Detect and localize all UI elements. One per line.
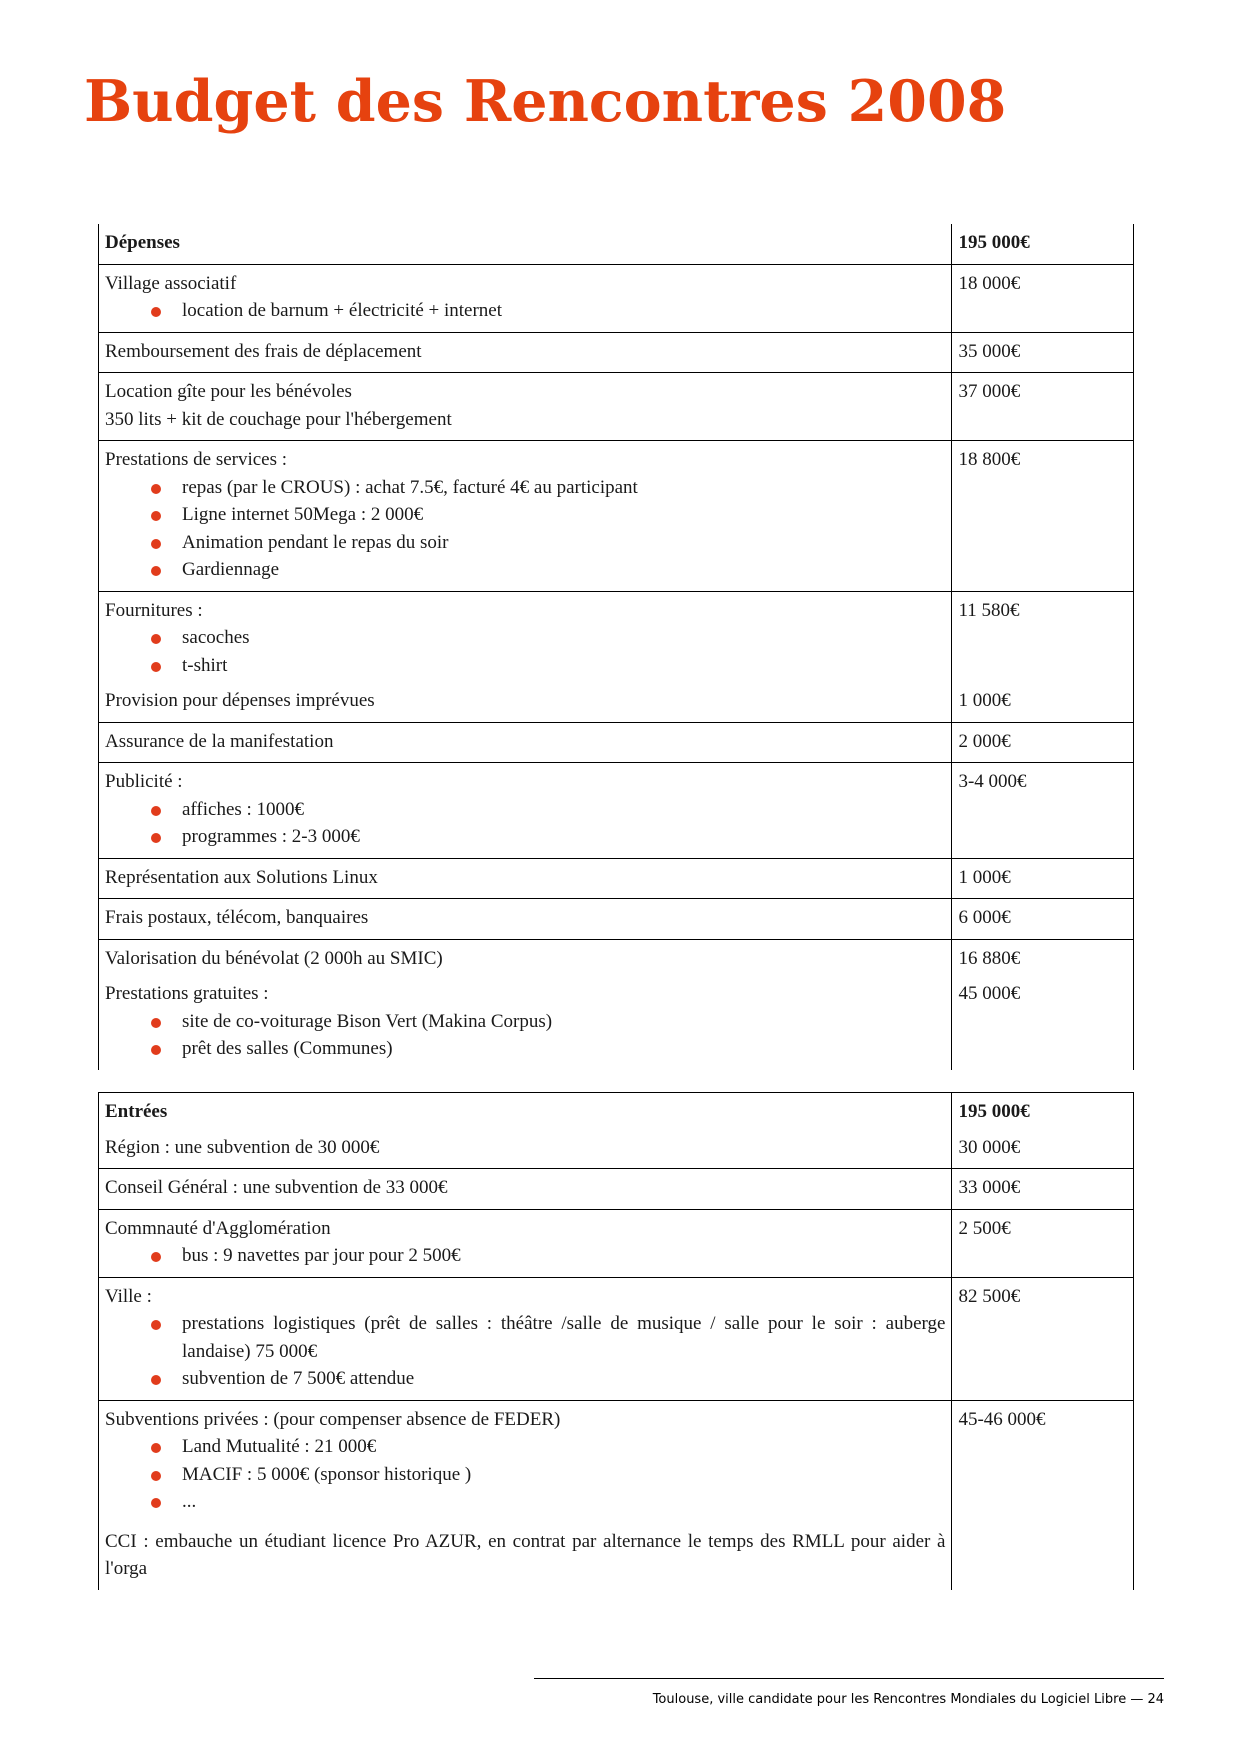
list-item: affiches : 1000€ <box>105 796 945 824</box>
row-amount: 16 880€ <box>952 939 1134 972</box>
list-item: ... <box>105 1488 945 1516</box>
row-label: Conseil Général : une subvention de 33 000€ <box>99 1169 952 1210</box>
table-row <box>99 332 1134 373</box>
row-label: Valorisation du bénévolat (2 000h au SMIC) <box>99 939 952 972</box>
cci-note: CCI : embauche un étudiant licence Pro AZUR, en contrat par alternance le temps des RMLL pour aider à l'orga <box>105 1530 946 1579</box>
list-item: t-shirt <box>105 652 945 680</box>
list-item: Animation pendant le repas du soir <box>105 529 945 557</box>
row-label: Location gîte pour les bénévoles <box>105 381 352 402</box>
page-title: Budget des Rencontres 2008 <box>84 68 1007 135</box>
table-row <box>99 763 1134 859</box>
table-row <box>99 1169 1134 1210</box>
table-row <box>99 1126 1134 1169</box>
row-label: Ville : <box>105 1285 152 1307</box>
row-label: Provision pour dépenses imprévues <box>99 679 952 722</box>
row-amount: 45 000€ <box>952 972 1134 1070</box>
page-footer: Toulouse, ville candidate pour les Rencontres Mondiales du Logiciel Libre — 24 <box>652 1692 1164 1707</box>
table-row <box>99 679 1134 722</box>
footer-rule <box>534 1678 1164 1679</box>
row-amount: 82 500€ <box>952 1277 1134 1400</box>
row-amount: 18 800€ <box>952 441 1134 592</box>
row-amount: 37 000€ <box>952 373 1134 441</box>
row-label: Subventions privées : (pour compenser absence de FEDER) <box>105 1408 561 1430</box>
row-amount: 35 000€ <box>952 332 1134 373</box>
list-item: bus : 9 navettes par jour pour 2 500€ <box>105 1242 945 1270</box>
list-item: prestations logistiques (prêt de salles : théâtre /salle de musique / salle pour le soir : auberge landaise) 75 000€ <box>105 1310 945 1365</box>
table-row <box>99 224 1134 264</box>
row-label: Prestations gratuites : <box>105 983 269 1004</box>
table-row <box>99 939 1134 972</box>
row-amount: 1 000€ <box>952 679 1134 722</box>
table-row <box>99 972 1134 1070</box>
row-amount: 3-4 000€ <box>952 763 1134 859</box>
table-row <box>99 591 1134 679</box>
depenses-header-amount: 195 000€ <box>952 224 1134 264</box>
row-amount: 18 000€ <box>952 264 1134 332</box>
row-amount: 2 500€ <box>952 1209 1134 1277</box>
list-item: MACIF : 5 000€ (sponsor historique ) <box>105 1461 945 1489</box>
row-label: Commnauté d'Agglomération <box>105 1217 331 1239</box>
row-label: Prestations de services : <box>105 449 288 470</box>
row-label: Fournitures : <box>105 599 203 621</box>
table-row <box>99 722 1134 763</box>
list-item: repas (par le CROUS) : achat 7.5€, facturé 4€ au participant <box>105 474 945 502</box>
entrees-table <box>98 1092 1134 1590</box>
entrees-header-amount: 195 000€ <box>952 1093 1134 1126</box>
table-row <box>99 264 1134 332</box>
table-row <box>99 1209 1134 1277</box>
list-item: sacoches <box>105 624 945 652</box>
entrees-header-label: Entrées <box>99 1093 952 1126</box>
row-amount: 1 000€ <box>952 858 1134 899</box>
depenses-header-label: Dépenses <box>99 224 952 264</box>
row-label: Région : une subvention de 30 000€ <box>99 1126 952 1169</box>
row-label: Représentation aux Solutions Linux <box>99 858 952 899</box>
list-item: site de co-voiturage Bison Vert (Makina Corpus) <box>105 1008 945 1036</box>
table-row <box>99 899 1134 940</box>
list-item: programmes : 2-3 000€ <box>105 823 945 851</box>
list-item: Ligne internet 50Mega : 2 000€ <box>105 501 945 529</box>
row-amount: 30 000€ <box>952 1126 1134 1169</box>
row-amount: 45-46 000€ <box>952 1400 1134 1590</box>
row-label: Remboursement des frais de déplacement <box>99 332 952 373</box>
list-item: Gardiennage <box>105 556 945 584</box>
table-row <box>99 373 1134 441</box>
row-amount: 6 000€ <box>952 899 1134 940</box>
row-amount: 33 000€ <box>952 1169 1134 1210</box>
row-label-2: 350 lits + kit de couchage pour l'hébergement <box>105 408 452 430</box>
table-row <box>99 441 1134 592</box>
row-label: Village associatif <box>105 272 237 294</box>
list-item: Land Mutualité : 21 000€ <box>105 1433 945 1461</box>
row-label: Assurance de la manifestation <box>99 722 952 763</box>
row-amount: 11 580€ <box>952 591 1134 679</box>
table-row <box>99 1277 1134 1400</box>
row-label: Publicité : <box>105 771 183 792</box>
row-label: Frais postaux, télécom, banquaires <box>99 899 952 940</box>
row-amount: 2 000€ <box>952 722 1134 763</box>
list-item: subvention de 7 500€ attendue <box>105 1365 945 1393</box>
table-row <box>99 1400 1134 1590</box>
depenses-table <box>98 224 1134 1070</box>
table-row <box>99 858 1134 899</box>
list-item: location de barnum + électricité + internet <box>105 297 945 325</box>
list-item: prêt des salles (Communes) <box>105 1035 945 1063</box>
table-row <box>99 1093 1134 1126</box>
